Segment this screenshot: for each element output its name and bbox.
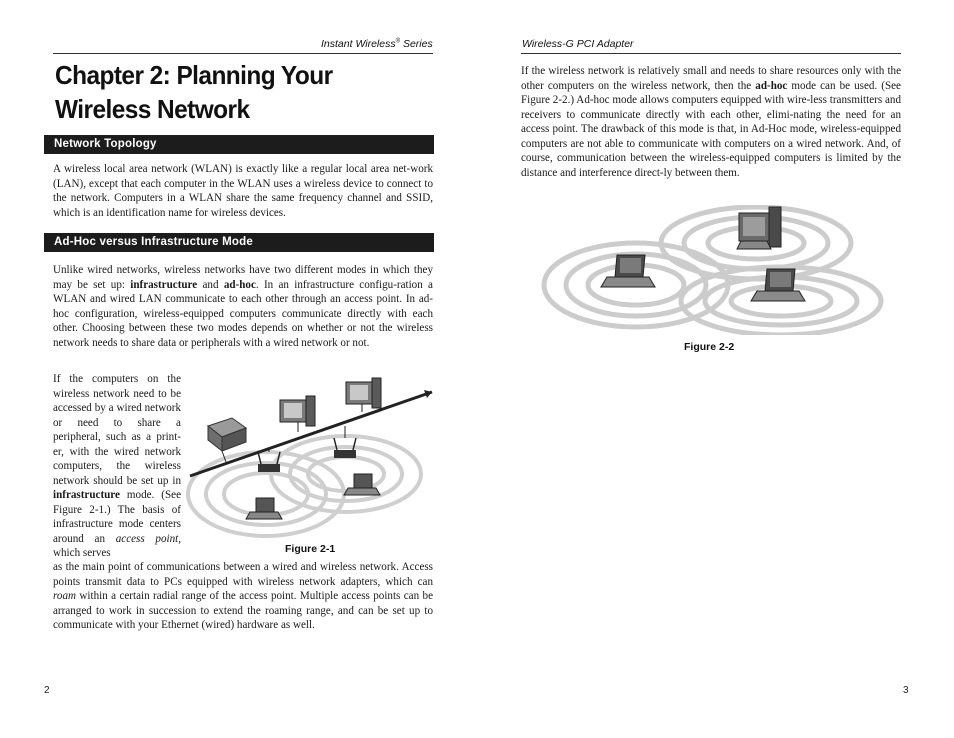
desktop-computer-icon xyxy=(346,378,381,412)
figure-2-2-caption: Figure 2-2 xyxy=(684,341,735,353)
running-header-right: Wireless-G PCI Adapter xyxy=(522,38,634,50)
section-heading-network-topology: Network Topology xyxy=(44,135,434,154)
signal-ripples xyxy=(544,207,881,335)
running-header-left: Instant Wireless® Series xyxy=(321,38,433,50)
figure-2-1-caption: Figure 2-1 xyxy=(285,543,336,555)
chapter-title: Chapter 2: Planning Your Wireless Network xyxy=(55,60,333,124)
desktop-computer-icon xyxy=(280,396,315,432)
header-rule-left xyxy=(53,53,433,54)
page-number-left: 2 xyxy=(44,685,50,696)
figure-2-1-infrastructure-diagram xyxy=(186,374,436,544)
adhoc-paragraph: If the wireless network is relatively small and needs to share resources only with the other computers on the wireless network, then the ad-hoc mode can be used. (See Figure 2-2.) Ad-hoc mode allows computers equipped with wire-less transmitters and receivers to communicate directly with each other, elimi-nating the need for an access point. The drawback of this mode is that, in Ad-Hoc mode, wireless-equipped computers are not able to communicate with computers on a wired network. And, of course, communication between the wireless-equipped computers is limited by the distance and interference direct-ly between them. xyxy=(521,65,901,179)
infrastructure-continued-paragraph: as the main point of communications between a wired and wireless network. Access points transmit data to PCs equipped with wireless network adapters, which can roam within a certain radial range of the access point. Multiple access points can be arranged to work in succession to extend the roaming range, and can be set up to communicate with your Ethernet (wired) hardware as well. xyxy=(53,561,433,631)
infrastructure-wrapped-paragraph: If the computers on the wireless network need to be accessed by a wired network or need to share a peripheral, such as a print-er, with the wired network computers, the wireless network should be set up in infrastructure mode. (See Figure 2-1.) The basis of infrastructure mode centers around an access point, which serves xyxy=(53,373,181,559)
laptop-icon xyxy=(246,498,282,519)
network-topology-paragraph: A wireless local area network (WLAN) is exactly like a regular local area net-work (LAN), except that each computer in the WLAN uses a wireless device to connect to the network. Computers in a WLAN share the same frequency channel and SSID, which is an identification name for wireless devices. xyxy=(53,163,433,219)
header-rule-right xyxy=(521,53,901,54)
access-point-icon xyxy=(334,426,356,458)
desktop-computer-icon xyxy=(737,207,781,249)
page-number-right: 3 xyxy=(903,685,909,696)
section-heading-adhoc-infrastructure: Ad-Hoc versus Infrastructure Mode xyxy=(44,233,434,252)
right-page xyxy=(477,0,954,738)
modes-intro-paragraph: Unlike wired networks, wireless networks have two different modes in which they may be set up: infrastructure and ad-hoc. In an infrastructure configu-ration a WLAN and wired LAN communicate to each other through an access point. In ad-hoc configuration, wireless-equipped computers communicate directly with each other. Choosing between these two modes depends on whether or not the wireless network needs to share data or peripherals with a wired network or not. xyxy=(53,264,433,349)
figure-2-2-adhoc-diagram xyxy=(541,205,887,335)
